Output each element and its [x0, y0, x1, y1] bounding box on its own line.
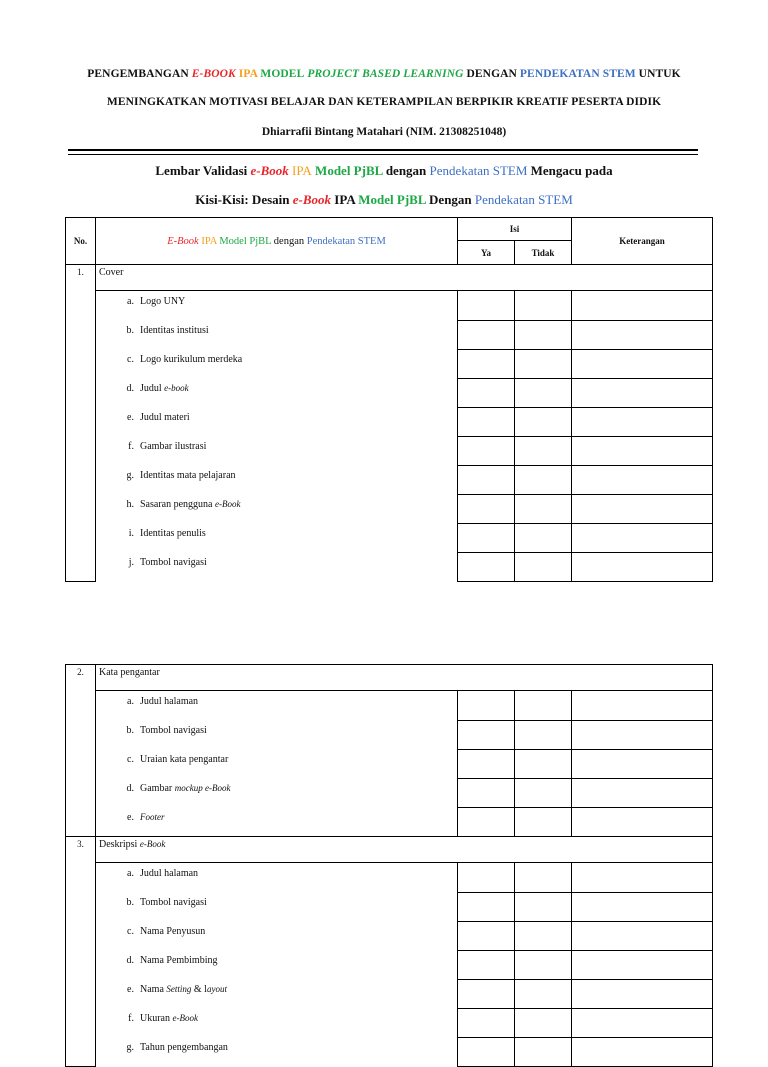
checkbox-ya[interactable]: [458, 378, 515, 407]
list-item: [66, 892, 713, 921]
list-item: [66, 349, 713, 378]
checkbox-tidak[interactable]: [515, 863, 572, 893]
item-text: Nama: [140, 984, 167, 995]
header-tidak: Tidak: [515, 241, 572, 265]
section-number: [66, 665, 96, 837]
document-header: [0, 60, 768, 142]
keterangan-cell[interactable]: [572, 436, 713, 465]
header-ya: Ya: [458, 241, 515, 265]
section-title-italic: e-Book: [139, 839, 166, 849]
title-untuk: UNTUK: [635, 68, 681, 80]
checkbox-ya[interactable]: [458, 921, 515, 950]
item-letter: c.: [127, 754, 134, 765]
list-item: [66, 465, 713, 494]
item-label: [96, 778, 458, 807]
checkbox-ya[interactable]: [458, 778, 515, 807]
item-text-2: & l: [191, 984, 207, 995]
title-stem: PENDEKATAN STEM: [519, 68, 636, 80]
header-stem: Pendekatan STEM: [306, 235, 386, 247]
subtitle-text: Lembar Validasi: [155, 163, 251, 178]
validation-table-1: [65, 217, 713, 582]
subtitle2-stem: Pendekatan STEM: [474, 192, 573, 207]
checkbox-ya[interactable]: [458, 1037, 515, 1066]
checkbox-tidak[interactable]: [515, 749, 572, 778]
checkbox-tidak[interactable]: [515, 921, 572, 950]
subtitle2-model: Model PjBL: [358, 192, 426, 207]
item-text: Nama Penyusun: [140, 926, 206, 937]
item-text: Uraian kata pengantar: [140, 754, 229, 765]
checkbox-ya[interactable]: [458, 465, 515, 494]
checkbox-tidak[interactable]: [515, 378, 572, 407]
item-label: [96, 921, 458, 950]
checkbox-ya[interactable]: [458, 436, 515, 465]
checkbox-ya[interactable]: [458, 950, 515, 979]
item-text-italic: e-Book: [214, 499, 241, 509]
item-text-italic: e-book: [164, 383, 189, 393]
list-item: [66, 778, 713, 807]
keterangan-cell[interactable]: [572, 407, 713, 436]
item-text-italic: mockup e-Book: [174, 783, 231, 793]
item-letter: g.: [126, 1042, 134, 1053]
checkbox-tidak[interactable]: [515, 950, 572, 979]
list-item: [66, 749, 713, 778]
keterangan-cell[interactable]: [572, 378, 713, 407]
section-kata-pengantar: [66, 665, 713, 837]
item-text: Tombol navigasi: [140, 897, 207, 908]
section-deskripsi: [66, 837, 713, 1067]
item-label: [96, 436, 458, 465]
checkbox-tidak[interactable]: [515, 778, 572, 807]
item-label: [96, 807, 458, 837]
item-label: [96, 349, 458, 378]
checkbox-tidak[interactable]: [515, 523, 572, 552]
item-text: Judul halaman: [140, 868, 199, 879]
keterangan-cell[interactable]: [572, 291, 713, 321]
keterangan-cell[interactable]: [572, 552, 713, 581]
list-item: [66, 494, 713, 523]
item-letter: e.: [127, 812, 134, 823]
author-line: Dhiarrafii Bintang Matahari (NIM. 21308251048): [261, 126, 507, 138]
list-item: [66, 1008, 713, 1037]
checkbox-ya[interactable]: [458, 552, 515, 581]
subtitle-ipa: IPA: [288, 163, 312, 178]
item-text: Judul halaman: [140, 696, 199, 707]
subtitle-mengacu: Mengacu pada: [527, 163, 613, 178]
section-title: [96, 837, 713, 863]
checkbox-ya[interactable]: [458, 691, 515, 721]
list-item: [66, 863, 713, 893]
item-label: [96, 494, 458, 523]
item-letter: d.: [126, 955, 134, 966]
keterangan-cell[interactable]: [572, 749, 713, 778]
item-label: [96, 1008, 458, 1037]
keterangan-cell[interactable]: [572, 1037, 713, 1066]
keterangan-cell[interactable]: [572, 494, 713, 523]
checkbox-ya[interactable]: [458, 407, 515, 436]
list-item: [66, 523, 713, 552]
item-letter: b.: [126, 725, 134, 736]
item-label: [96, 749, 458, 778]
item-letter: e.: [127, 412, 134, 423]
keterangan-cell[interactable]: [572, 979, 713, 1008]
section-number: [66, 837, 96, 1067]
item-label: [96, 720, 458, 749]
section-number-text: 2.: [77, 667, 84, 677]
checkbox-tidak[interactable]: [515, 720, 572, 749]
subtitle-line-2: [0, 192, 768, 208]
title-model: MODEL: [257, 68, 305, 80]
section-number-text: 1.: [77, 267, 84, 277]
checkbox-ya[interactable]: [458, 1008, 515, 1037]
subtitle2-ebook: e-Book: [292, 192, 332, 207]
item-letter: g.: [126, 470, 134, 481]
section-title: [96, 665, 713, 691]
item-letter: b.: [126, 325, 134, 336]
list-item: [66, 720, 713, 749]
item-letter: f.: [128, 441, 134, 452]
checkbox-tidak[interactable]: [515, 1037, 572, 1066]
item-letter: d.: [126, 783, 134, 794]
item-letter: a.: [127, 868, 134, 879]
section-title-text: Kata pengantar: [99, 667, 160, 678]
checkbox-ya[interactable]: [458, 807, 515, 837]
item-letter: e.: [127, 984, 134, 995]
checkbox-ya[interactable]: [458, 979, 515, 1008]
item-text-italic: Footer: [140, 812, 165, 822]
item-label: [96, 320, 458, 349]
subtitle-ebook: e-Book: [250, 163, 289, 178]
checkbox-ya[interactable]: [458, 320, 515, 349]
item-text: Judul materi: [140, 412, 190, 423]
item-label: [96, 892, 458, 921]
header-title: [96, 218, 458, 265]
item-label: [96, 979, 458, 1008]
item-text: Identitas institusi: [140, 325, 209, 336]
keterangan-cell[interactable]: [572, 320, 713, 349]
item-label: [96, 691, 458, 721]
item-letter: d.: [126, 383, 134, 394]
item-letter: a.: [127, 296, 134, 307]
section-title-row: [66, 837, 713, 863]
checkbox-tidak[interactable]: [515, 407, 572, 436]
title-line-2: MENINGKATKAN MOTIVASI BELAJAR DAN KETERAMPILAN BERPIKIR KREATIF PESERTA DIDIK: [106, 96, 662, 108]
item-text: Ukuran: [140, 1013, 173, 1024]
list-item: [66, 378, 713, 407]
checkbox-tidak[interactable]: [515, 349, 572, 378]
subtitle2-dengan: Dengan: [425, 192, 475, 207]
title-pjbl: PROJECT BASED LEARNING: [304, 68, 464, 80]
header-isi: Isi: [458, 218, 572, 241]
list-item: [66, 921, 713, 950]
item-label: [96, 863, 458, 893]
list-item: [66, 407, 713, 436]
list-item: [66, 1037, 713, 1066]
item-text: Logo UNY: [140, 296, 186, 307]
item-letter: f.: [128, 1013, 134, 1024]
checkbox-tidak[interactable]: [515, 691, 572, 721]
divider-thick: [68, 149, 698, 151]
header-keterangan: Keterangan: [572, 218, 713, 265]
item-label: [96, 378, 458, 407]
checkbox-tidak[interactable]: [515, 465, 572, 494]
item-text: Identitas penulis: [140, 528, 206, 539]
subtitle2-ipa: IPA: [331, 192, 359, 207]
checkbox-ya[interactable]: [458, 291, 515, 321]
list-item: [66, 691, 713, 721]
item-letter: h.: [126, 499, 134, 510]
subtitle2-text: Kisi-Kisi: Desain: [195, 192, 293, 207]
title-ipa: IPA: [235, 68, 258, 80]
item-label: [96, 465, 458, 494]
header-ipa: IPA: [198, 235, 217, 247]
keterangan-cell[interactable]: [572, 349, 713, 378]
item-text: Gambar: [140, 783, 175, 794]
keterangan-cell[interactable]: [572, 691, 713, 721]
subtitle-dengan: dengan: [382, 163, 430, 178]
item-text: Gambar ilustrasi: [140, 441, 207, 452]
checkbox-ya[interactable]: [458, 863, 515, 893]
subtitle-stem: Pendekatan STEM: [429, 163, 528, 178]
keterangan-cell[interactable]: [572, 778, 713, 807]
header-model: Model PjBL: [216, 235, 272, 247]
title-ebook: E-BOOK: [191, 68, 236, 80]
keterangan-cell[interactable]: [572, 892, 713, 921]
keterangan-cell[interactable]: [572, 465, 713, 494]
title-text: PENGEMBANGAN: [87, 68, 192, 80]
checkbox-ya[interactable]: [458, 720, 515, 749]
validation-table-2: [65, 664, 713, 1067]
header-ebook: E-Book: [167, 235, 199, 247]
item-letter: a.: [127, 696, 134, 707]
subtitle-model: Model PjBL: [311, 163, 383, 178]
item-letter: b.: [126, 897, 134, 908]
checkbox-tidak[interactable]: [515, 979, 572, 1008]
keterangan-cell[interactable]: [572, 807, 713, 837]
checkbox-ya[interactable]: [458, 892, 515, 921]
item-label: [96, 950, 458, 979]
item-label: [96, 552, 458, 581]
checkbox-tidak[interactable]: [515, 494, 572, 523]
checkbox-ya[interactable]: [458, 523, 515, 552]
item-text: Tombol navigasi: [140, 725, 207, 736]
checkbox-tidak[interactable]: [515, 552, 572, 581]
section-number-text: 3.: [77, 839, 84, 849]
header-dengan: dengan: [271, 235, 307, 247]
section-title: [96, 265, 713, 291]
checkbox-tidak[interactable]: [515, 436, 572, 465]
item-label: [96, 291, 458, 321]
keterangan-cell[interactable]: [572, 523, 713, 552]
keterangan-cell[interactable]: [572, 1008, 713, 1037]
item-label: [96, 1037, 458, 1066]
list-item: [66, 320, 713, 349]
list-item: [66, 979, 713, 1008]
item-text: Identitas mata pelajaran: [140, 470, 236, 481]
section-title-text: Cover: [99, 267, 124, 278]
item-text: Tombol navigasi: [140, 557, 207, 568]
checkbox-tidak[interactable]: [515, 1008, 572, 1037]
section-title-row: [66, 665, 713, 691]
item-label: [96, 407, 458, 436]
item-text: Nama Pembimbing: [140, 955, 218, 966]
list-item: [66, 436, 713, 465]
list-item: [66, 291, 713, 321]
checkbox-ya[interactable]: [458, 749, 515, 778]
section-title-row: [66, 265, 713, 291]
item-label: [96, 523, 458, 552]
divider-thin: [68, 154, 698, 155]
section-title-text: Deskripsi: [99, 839, 140, 850]
checkbox-tidak[interactable]: [515, 892, 572, 921]
list-item: [66, 950, 713, 979]
checkbox-tidak[interactable]: [515, 320, 572, 349]
item-text: Sasaran pengguna: [140, 499, 215, 510]
list-item: [66, 807, 713, 837]
checkbox-ya[interactable]: [458, 349, 515, 378]
keterangan-cell[interactable]: [572, 863, 713, 893]
section-number: [66, 265, 96, 582]
checkbox-ya[interactable]: [458, 494, 515, 523]
checkbox-tidak[interactable]: [515, 807, 572, 837]
section-cover: [66, 265, 713, 582]
item-text-italic-2: ayout: [206, 984, 227, 994]
item-text: Tahun pengembangan: [140, 1042, 228, 1053]
item-letter: c.: [127, 926, 134, 937]
item-text: Judul: [140, 383, 165, 394]
checkbox-tidak[interactable]: [515, 291, 572, 321]
item-letter: i.: [128, 528, 134, 539]
item-letter: j.: [128, 557, 134, 568]
item-text-italic: e-Book: [172, 1013, 198, 1023]
keterangan-cell[interactable]: [572, 720, 713, 749]
list-item: [66, 552, 713, 581]
keterangan-cell[interactable]: [572, 921, 713, 950]
item-text: Logo kurikulum merdeka: [140, 354, 243, 365]
keterangan-cell[interactable]: [572, 950, 713, 979]
item-letter: c.: [127, 354, 134, 365]
subtitle-line-1: [0, 163, 768, 179]
item-text-italic: Setting: [166, 984, 192, 994]
header-no: No.: [66, 218, 96, 265]
table-header-row: [66, 218, 713, 241]
title-dengan: DENGAN: [463, 68, 520, 80]
title-line-1: [0, 60, 768, 88]
